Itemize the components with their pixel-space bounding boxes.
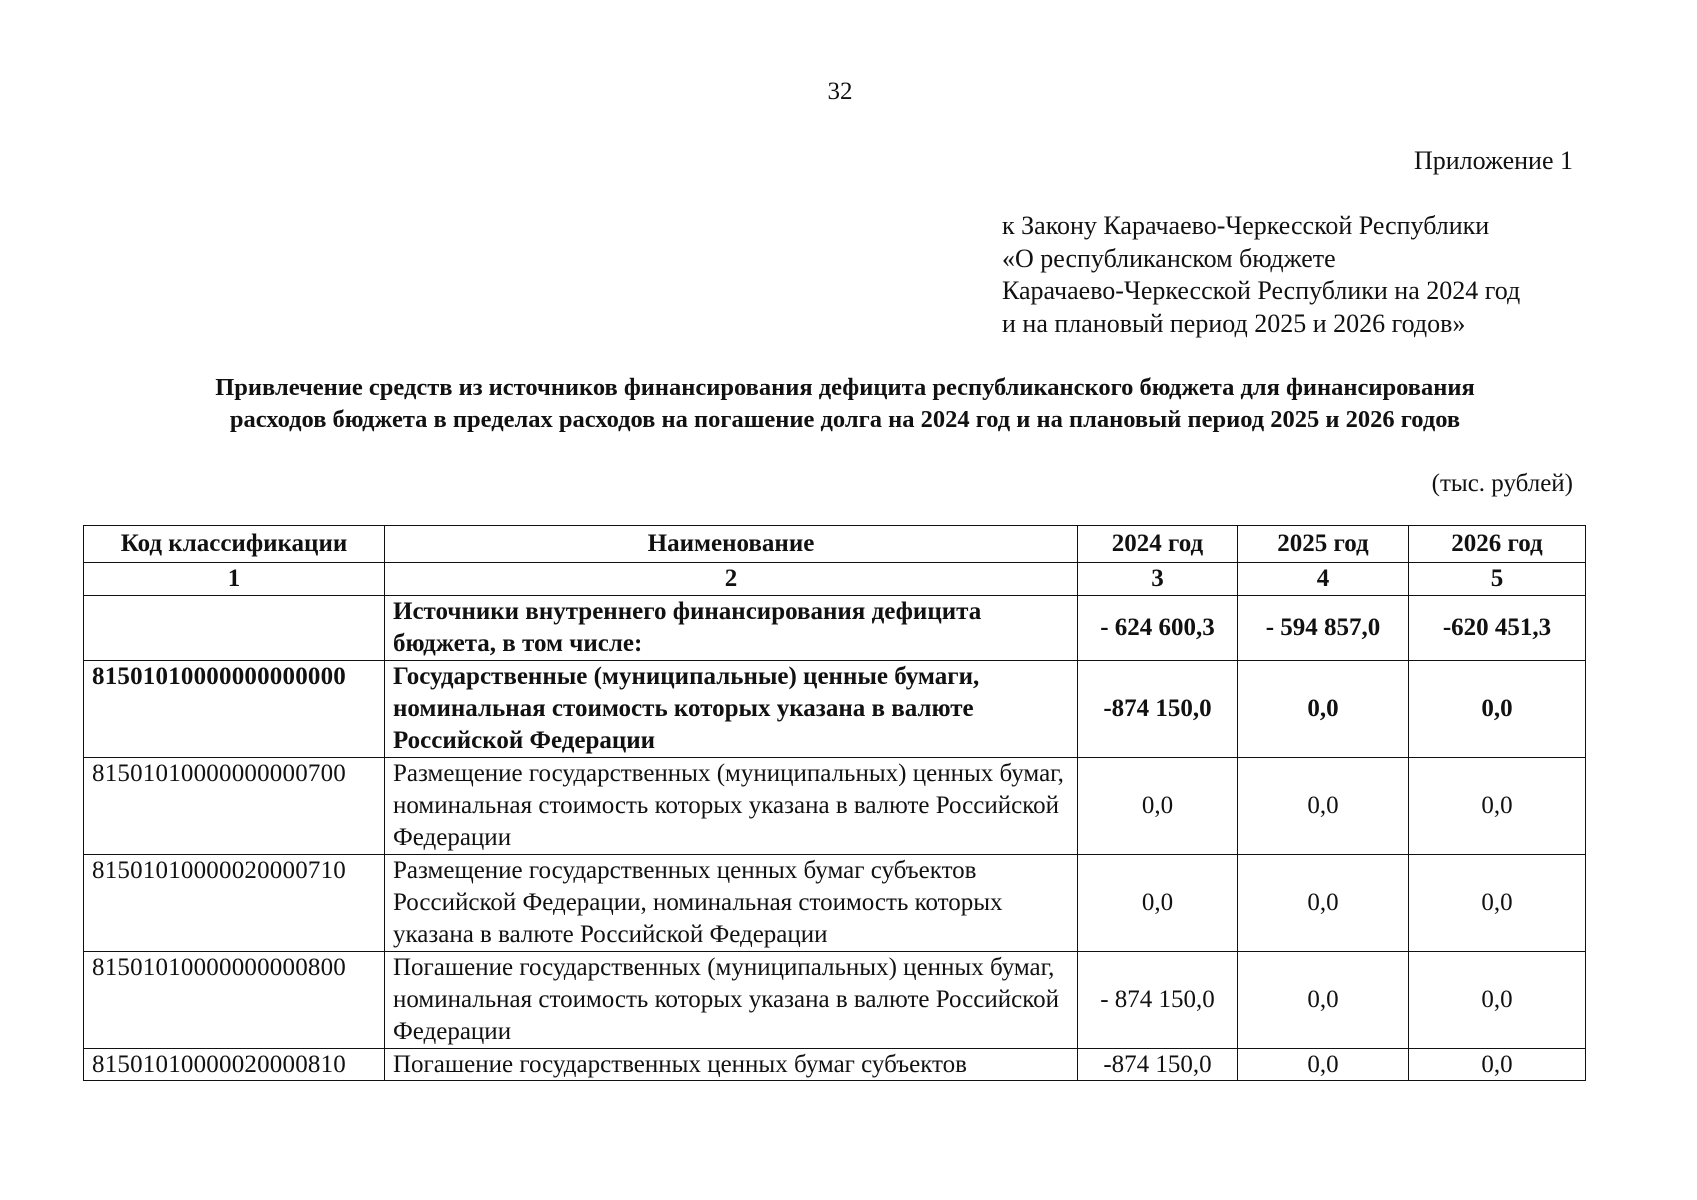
classification-code: 81501010000020000710 [84, 855, 385, 952]
value-2026: -620 451,3 [1409, 596, 1586, 661]
classification-code: 81501010000020000810 [84, 1049, 385, 1081]
column-number-row [84, 563, 1586, 596]
table-row [84, 661, 1586, 758]
classification-code: 81501010000000000000 [84, 661, 385, 758]
column-number: 2 [385, 563, 1078, 596]
column-number: 3 [1078, 563, 1238, 596]
value-2026: 0,0 [1409, 661, 1586, 758]
value-2025: 0,0 [1238, 758, 1409, 855]
value-2024: - 624 600,3 [1078, 596, 1238, 661]
law-reference [1002, 210, 1520, 340]
column-number: 5 [1409, 563, 1586, 596]
table-row [84, 855, 1586, 952]
header-code: Код классификации [84, 526, 385, 563]
value-2026: 0,0 [1409, 855, 1586, 952]
document-title [100, 372, 1590, 436]
value-2024: - 874 150,0 [1078, 952, 1238, 1049]
header-2026: 2026 год [1409, 526, 1586, 563]
document-title-line: расходов бюджета в пределах расходов на погашение долга на 2024 год и на плановый период 2025 и 2026 годов [229, 406, 1461, 433]
column-number: 4 [1238, 563, 1409, 596]
value-2025: 0,0 [1238, 1049, 1409, 1081]
value-2024: -874 150,0 [1078, 1049, 1238, 1081]
classification-code [84, 596, 385, 661]
item-name: Погашение государственных ценных бумаг субъектов [385, 1049, 1078, 1081]
table-row [84, 1049, 1586, 1081]
budget-sources-table [83, 525, 1586, 1081]
law-reference-line: Карачаево-Черкесской Республики на 2024 год [1002, 276, 1521, 305]
page-number: 32 [827, 78, 853, 105]
value-2025: 0,0 [1238, 855, 1409, 952]
law-reference-line: и на плановый период 2025 и 2026 годов» [1002, 308, 1466, 338]
item-name: Размещение государственных (муниципальных) ценных бумаг, номинальная стоимость которых указана в валюте Российской Федерации [385, 758, 1078, 855]
item-name: Источники внутреннего финансирования дефицита бюджета, в том числе: [385, 596, 1078, 661]
table-row [84, 596, 1586, 661]
item-name: Погашение государственных (муниципальных) ценных бумаг, номинальная стоимость которых указана в валюте Российской Федерации [385, 952, 1078, 1049]
table-header-row [84, 526, 1586, 563]
classification-code: 81501010000000000800 [84, 952, 385, 1049]
law-reference-line: «О республиканском бюджете [1002, 243, 1336, 273]
classification-code: 81501010000000000700 [84, 758, 385, 855]
document-title-line: Привлечение средств из источников финансирования дефицита республиканского бюджета для финансирования [215, 374, 1475, 401]
header-2025: 2025 год [1238, 526, 1409, 563]
law-reference-line: к Закону Карачаево-Черкесской Республики [1002, 211, 1490, 240]
value-2026: 0,0 [1409, 758, 1586, 855]
item-name: Государственные (муниципальные) ценные бумаги, номинальная стоимость которых указана в валюте Российской Федерации [385, 661, 1078, 758]
header-2024: 2024 год [1078, 526, 1238, 563]
value-2024: -874 150,0 [1078, 661, 1238, 758]
table-row [84, 758, 1586, 855]
appendix-label: Приложение 1 [1413, 146, 1573, 175]
value-2025: 0,0 [1238, 952, 1409, 1049]
value-2026: 0,0 [1409, 952, 1586, 1049]
value-2024: 0,0 [1078, 758, 1238, 855]
value-2025: 0,0 [1238, 661, 1409, 758]
item-name: Размещение государственных ценных бумаг субъектов Российской Федерации, номинальная стоимость которых указана в валюте Российской Федерации [385, 855, 1078, 952]
value-2026: 0,0 [1409, 1049, 1586, 1081]
column-number: 1 [84, 563, 385, 596]
value-2024: 0,0 [1078, 855, 1238, 952]
units-label: (тыс. рублей) [1431, 470, 1573, 497]
table-row [84, 952, 1586, 1049]
header-name: Наименование [385, 526, 1078, 563]
value-2025: - 594 857,0 [1238, 596, 1409, 661]
